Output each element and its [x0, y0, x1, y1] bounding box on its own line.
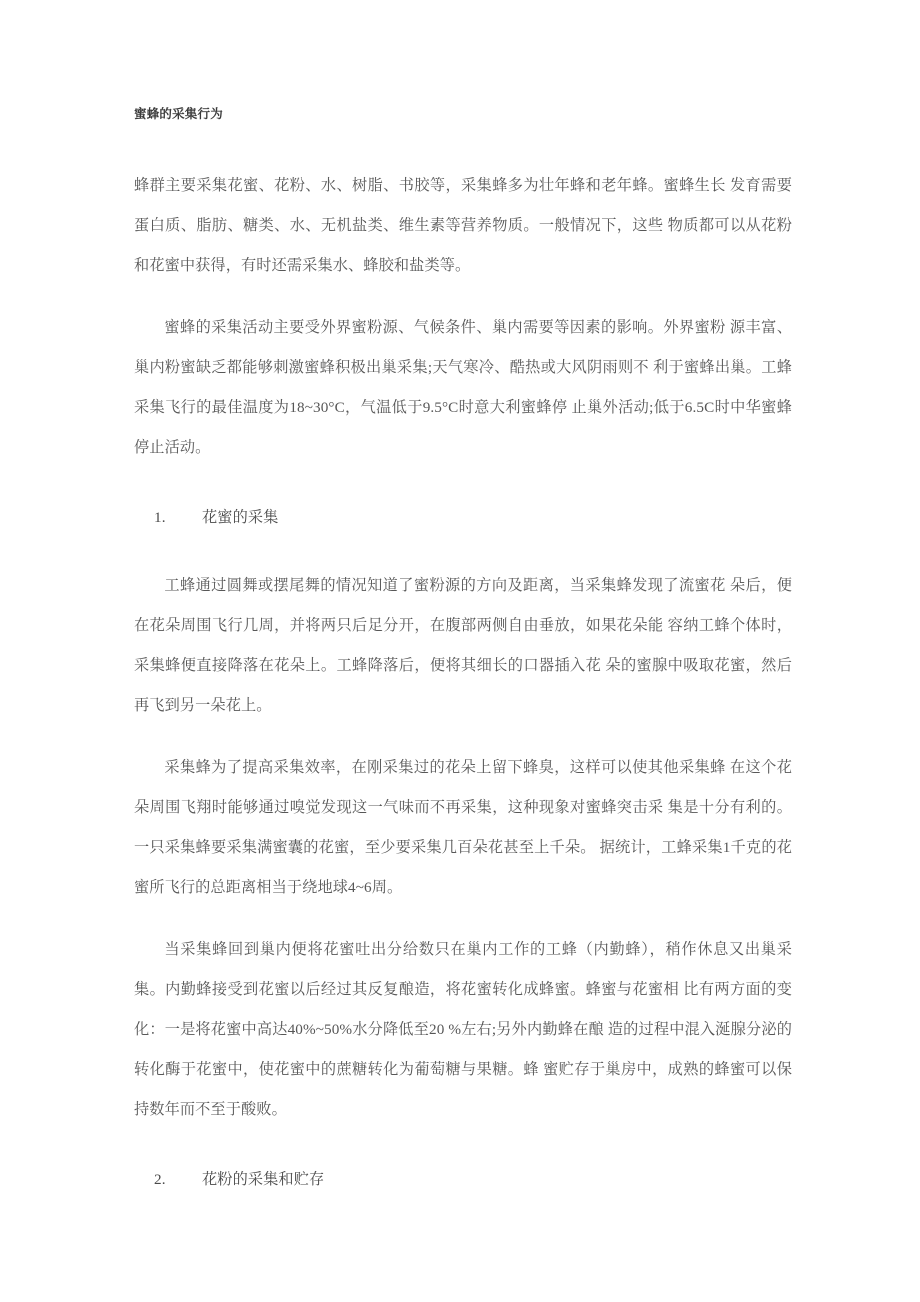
section-heading-1-number: 1.: [154, 508, 166, 526]
section-heading-2: [134, 1160, 792, 1200]
paragraph-1: 蜂群主要采集花蜜、花粉、水、树脂、书胶等，采集蜂多为壮年蜂和老年蜂。蜜蜂生长 发育需要蛋白质、脂肪、糖类、水、无机盐类、维生素等营养物质。一般情况下，这些 物质都可以从花粉和花蜜中获得，有时还需采集水、蜂胶和盐类等。: [134, 176, 792, 274]
section-heading-1: [134, 498, 792, 538]
paragraph-4: 采集蜂为了提高采集效率，在刚采集过的花朵上留下蜂臭，这样可以使其他采集蜂 在这个花朵周围飞翔时能够通过嗅觉发现这一气味而不再采集，这种现象对蜜蜂突击采 集是十分有利的。一只采集蜂要采集满蜜囊的花蜜，至少要采集几百朵花甚至上千朵。 据统计，工蜂采集1千克的花蜜所飞行的总距离相当于绕地球4~6周。: [134, 758, 792, 896]
paragraph-2: 蜜蜂的采集活动主要受外界蜜粉源、气候条件、巢内需要等因素的影响。外界蜜粉 源丰富、巢内粉蜜缺乏都能够刺激蜜蜂积极出巢采集;天气寒冷、酷热或大风阴雨则不 利于蜜蜂出巢。工蜂采集飞行的最佳温度为18~30°C，气温低于9.5°C时意大利蜜蜂停 止巢外活动;低于6.5C时中华蜜蜂停止活动。: [134, 318, 792, 456]
section-heading-2-number: 2.: [154, 1170, 166, 1188]
paragraph-3: 工蜂通过圆舞或摆尾舞的情况知道了蜜粉源的方向及距离，当采集蜂发现了流蜜花 朵后，便在花朵周围飞行几周，并将两只后足分开，在腹部两侧自由垂放，如果花朵能 容纳工蜂个体时，采集蜂便直接降落在花朵上。工蜂降落后，便将其细长的口器插入花 朵的蜜腺中吸取花蜜，然后再飞到另一朵花上。: [134, 576, 792, 714]
section-heading-2-label: 花粉的采集和贮存: [202, 1170, 325, 1188]
document-body: [134, 0, 792, 1200]
section-heading-1-label: 花蜜的采集: [202, 508, 279, 526]
page-title: 蜜蜂的采集行为: [134, 107, 223, 121]
paragraph-5: 当采集蜂回到巢内便将花蜜吐出分给数只在巢内工作的工蜂（内勤蜂），稍作休息又出巢采集。内勤蜂接受到花蜜以后经过其反复酿造，将花蜜转化成蜂蜜。蜂蜜与花蜜相 比有两方面的变化：一是将花蜜中高达40%~50%水分降低至20 %左右;另外内勤蜂在酿 造的过程中混入涎腺分泌的转化酶于花蜜中，使花蜜中的蔗糖转化为葡萄糖与果糖。蜂 蜜贮存于巢房中，成熟的蜂蜜可以保持数年而不至于酸败。: [134, 940, 792, 1118]
